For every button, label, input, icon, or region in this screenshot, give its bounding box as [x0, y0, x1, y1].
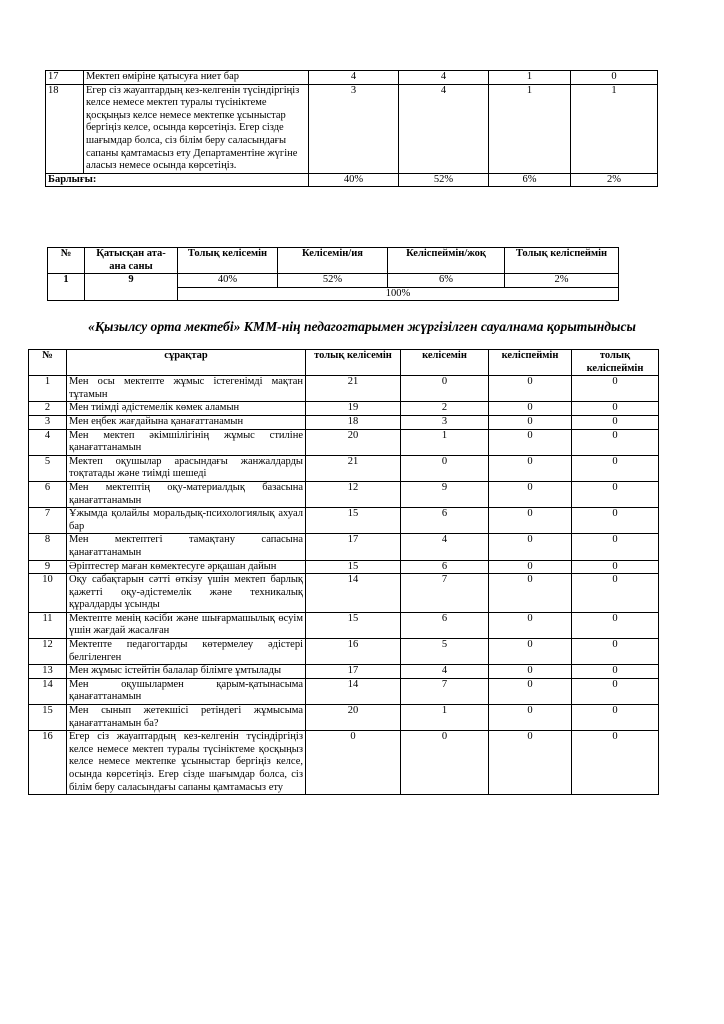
question-text: Егер сіз жауаптардың кез-келгенін түсіндіргіңіз келсе немесе мектеп туралы түсініктеме қосқыңыз келсе немесе мектепке ұсыныстар бергіңіз келсе, осында көрсетіңіз. Егер сізде шағымдар болса, сіз білім беру саласындағы сапаны қамтамасыз ету Департаментіне жүгіне аласыз немесе осында көрсетіңіз. — [84, 84, 309, 173]
value-cell: 4 — [399, 84, 489, 173]
question-text: Мен мектеп әкімшілігінің жұмыс стиліне қанағаттанамын — [67, 429, 306, 455]
row-number: 2 — [29, 402, 67, 416]
row-number: 3 — [29, 415, 67, 429]
value-cell: 0 — [489, 481, 572, 507]
value-cell: 12 — [306, 481, 401, 507]
table-row — [29, 429, 659, 455]
header-cell: Келісемін/ия — [278, 248, 388, 274]
value-cell: 6 — [401, 560, 489, 574]
value-cell: 7 — [401, 678, 489, 704]
question-text: Мен тиімді әдістемелік көмек аламын — [67, 402, 306, 416]
value-cell: 20 — [306, 705, 401, 731]
table-header-row — [29, 350, 659, 376]
table-row — [29, 705, 659, 731]
summary-table — [47, 247, 619, 301]
teacher-survey-body — [29, 376, 659, 795]
value-cell: 0 — [572, 574, 659, 613]
table-row — [46, 71, 658, 85]
value-cell: 0 — [489, 429, 572, 455]
value-cell: 0 — [489, 665, 572, 679]
question-text: Мектепте менің кәсіби және шығармашылық өсуім үшін жағдай жасалған — [67, 612, 306, 638]
table-row — [29, 678, 659, 704]
value-cell: 6 — [401, 612, 489, 638]
value-cell: 0 — [572, 455, 659, 481]
participant-count: 9 — [85, 274, 178, 301]
table-row — [46, 84, 658, 173]
value-cell: 16 — [306, 639, 401, 665]
value-cell: 5 — [401, 639, 489, 665]
survey-table-continuation — [45, 70, 658, 187]
question-text: Мен жұмыс істейтін балалар білімге ұмтылады — [67, 665, 306, 679]
value-cell: 0 — [489, 639, 572, 665]
value-cell: 1 — [401, 705, 489, 731]
question-text: Мектеп өміріне қатысуға ниет бар — [84, 71, 309, 85]
header-cell: толық келісемін — [306, 350, 401, 376]
question-text: Мен оқушылармен қарым-қатынасыма қанағаттанамын — [67, 678, 306, 704]
row-number: 11 — [29, 612, 67, 638]
value-cell: 14 — [306, 678, 401, 704]
value-cell: 0 — [572, 678, 659, 704]
total-label: Барлығы: — [46, 173, 309, 187]
value-cell: 4 — [309, 71, 399, 85]
value-cell: 17 — [306, 665, 401, 679]
row-number: 7 — [29, 508, 67, 534]
row-number: 1 — [29, 376, 67, 402]
total-value: 40% — [309, 173, 399, 187]
question-text: Мен сынып жетекшісі ретіндегі жұмысыма қанағаттанамын ба? — [67, 705, 306, 731]
row-number: 5 — [29, 455, 67, 481]
value-cell: 0 — [489, 731, 572, 795]
value-cell: 0 — [572, 415, 659, 429]
question-text: Егер сіз жауаптардың кез-келгенін түсіндіргіңіз келсе немесе мектеп туралы түсініктеме қосқыңыз келсе немесе мектепке ұсыныстар бергіңіз келсе, осында көрсетіңіз. Егер сізде шағымдар болса, сіз білім беру саласындағы сапаны қамтамасыз ету — [67, 731, 306, 795]
row-number: 13 — [29, 665, 67, 679]
table-header-row — [48, 248, 619, 274]
value-cell: 40% — [178, 274, 278, 288]
row-number: 4 — [29, 429, 67, 455]
value-cell: 0 — [489, 574, 572, 613]
value-cell: 0 — [489, 455, 572, 481]
header-cell: толық келіспеймін — [572, 350, 659, 376]
row-number: 18 — [46, 84, 84, 173]
question-text: Ұжымда қолайлы моральдық-психологиялық ахуал бар — [67, 508, 306, 534]
value-cell: 15 — [306, 612, 401, 638]
value-cell: 0 — [489, 612, 572, 638]
table-row — [29, 665, 659, 679]
value-cell: 6% — [388, 274, 505, 288]
question-text: Мен мектептегі тамақтану сапасына қанағаттанамын — [67, 534, 306, 560]
total-value: 6% — [489, 173, 571, 187]
value-cell: 1 — [571, 84, 658, 173]
value-cell: 0 — [489, 402, 572, 416]
value-cell: 14 — [306, 574, 401, 613]
question-text: Оқу сабақтарын сәтті өткізу үшін мектеп барлық қажетті оқу-әдістемелік және техникалық құралдарды ұсынды — [67, 574, 306, 613]
value-cell: 0 — [572, 560, 659, 574]
value-cell: 0 — [489, 508, 572, 534]
value-cell: 3 — [401, 415, 489, 429]
header-cell: Толық келісемін — [178, 248, 278, 274]
header-cell: Толық келіспеймін — [505, 248, 619, 274]
question-text: Мен осы мектепте жұмыс істегенімді мақтан тұтамын — [67, 376, 306, 402]
value-cell: 52% — [278, 274, 388, 288]
table-row — [29, 560, 659, 574]
total-row — [46, 173, 658, 187]
header-cell: Келіспеймін/жоқ — [388, 248, 505, 274]
total-value: 100% — [178, 287, 619, 301]
table-row — [48, 274, 619, 288]
table-row — [29, 639, 659, 665]
table-row — [29, 731, 659, 795]
value-cell: 0 — [572, 665, 659, 679]
value-cell: 19 — [306, 402, 401, 416]
value-cell: 21 — [306, 455, 401, 481]
question-text: Мектепте педагогтарды көтермелеу әдістері белгіленген — [67, 639, 306, 665]
total-value: 52% — [399, 173, 489, 187]
row-number: 9 — [29, 560, 67, 574]
value-cell: 7 — [401, 574, 489, 613]
value-cell: 1 — [489, 71, 571, 85]
value-cell: 0 — [572, 534, 659, 560]
table-row — [29, 534, 659, 560]
value-cell: 0 — [572, 508, 659, 534]
value-cell: 0 — [401, 376, 489, 402]
row-number: 15 — [29, 705, 67, 731]
value-cell: 6 — [401, 508, 489, 534]
header-cell: келіспеймін — [489, 350, 572, 376]
value-cell: 0 — [572, 731, 659, 795]
value-cell: 0 — [489, 678, 572, 704]
value-cell: 1 — [489, 84, 571, 173]
value-cell: 0 — [489, 705, 572, 731]
header-cell: сұрақтар — [67, 350, 306, 376]
row-number: 17 — [46, 71, 84, 85]
value-cell: 4 — [399, 71, 489, 85]
table-row — [29, 402, 659, 416]
row-number: 10 — [29, 574, 67, 613]
header-cell: № — [29, 350, 67, 376]
total-value: 2% — [571, 173, 658, 187]
value-cell: 17 — [306, 534, 401, 560]
table-row — [29, 481, 659, 507]
value-cell: 0 — [572, 481, 659, 507]
value-cell: 0 — [489, 376, 572, 402]
value-cell: 0 — [489, 560, 572, 574]
value-cell: 0 — [572, 705, 659, 731]
teacher-survey-table — [28, 349, 659, 795]
value-cell: 9 — [401, 481, 489, 507]
value-cell: 0 — [572, 402, 659, 416]
value-cell: 3 — [309, 84, 399, 173]
table-row — [29, 376, 659, 402]
row-number: 1 — [48, 274, 85, 301]
table-row — [29, 455, 659, 481]
row-number: 14 — [29, 678, 67, 704]
value-cell: 2% — [505, 274, 619, 288]
value-cell: 15 — [306, 560, 401, 574]
value-cell: 0 — [572, 612, 659, 638]
value-cell: 21 — [306, 376, 401, 402]
table-row — [29, 415, 659, 429]
header-cell: Қатысқан ата-ана саны — [85, 248, 178, 274]
row-number: 12 — [29, 639, 67, 665]
value-cell: 20 — [306, 429, 401, 455]
value-cell: 0 — [306, 731, 401, 795]
value-cell: 0 — [401, 731, 489, 795]
table-row — [29, 508, 659, 534]
table-row — [29, 574, 659, 613]
value-cell: 2 — [401, 402, 489, 416]
question-text: Әріптестер маған көмектесуге әрқашан дайын — [67, 560, 306, 574]
value-cell: 0 — [572, 429, 659, 455]
value-cell: 0 — [489, 415, 572, 429]
table-row — [29, 612, 659, 638]
question-text: Мен еңбек жағдайына қанағаттанамын — [67, 415, 306, 429]
header-cell: келісемін — [401, 350, 489, 376]
row-number: 8 — [29, 534, 67, 560]
value-cell: 1 — [401, 429, 489, 455]
row-number: 16 — [29, 731, 67, 795]
value-cell: 0 — [572, 376, 659, 402]
value-cell: 4 — [401, 665, 489, 679]
value-cell: 0 — [401, 455, 489, 481]
value-cell: 15 — [306, 508, 401, 534]
value-cell: 4 — [401, 534, 489, 560]
question-text: Мен мектептің оқу-материалдық базасына қанағаттанамын — [67, 481, 306, 507]
value-cell: 0 — [572, 639, 659, 665]
value-cell: 18 — [306, 415, 401, 429]
question-text: Мектеп оқушылар арасындағы жанжалдарды тоқтатады және тиімді шешеді — [67, 455, 306, 481]
row-number: 6 — [29, 481, 67, 507]
value-cell: 0 — [571, 71, 658, 85]
header-cell: № — [48, 248, 85, 274]
value-cell: 0 — [489, 534, 572, 560]
section-title: «Қызылсу орта мектебі» КММ-нің педагогтарымен жүргізілген сауалнама қорытындысы — [88, 319, 636, 334]
